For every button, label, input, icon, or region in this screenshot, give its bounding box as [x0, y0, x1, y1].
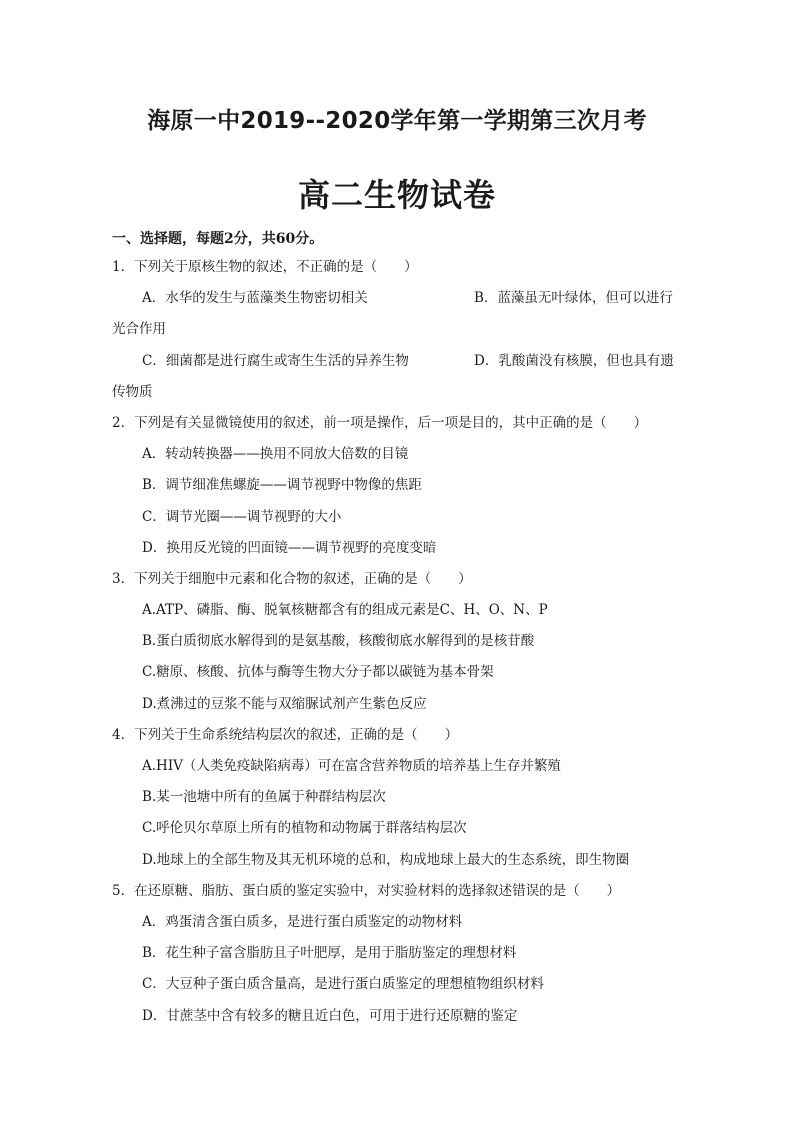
- question-1-option-d-cont: 传物质: [112, 383, 153, 400]
- question-1-option-c: C．细菌都是进行腐生或寄生生活的异养生物: [142, 352, 409, 369]
- question-5-stem: 5．在还原糖、脂肪、蛋白质的鉴定实验中，对实验材料的选择叙述错误的是（ ）: [112, 882, 621, 899]
- section-heading: 一、选择题，每题2分，共60分。: [112, 231, 324, 247]
- question-1-options-ab: [112, 287, 682, 318]
- question-4-option-c: C.呼伦贝尔草原上所有的植物和动物属于群落结构层次: [142, 820, 467, 837]
- question-2-stem: 2．下列是有关显微镜使用的叙述，前一项是操作，后一项是目的，其中正确的是（ ）: [112, 414, 648, 431]
- question-4-option-d: D.地球上的全部生物及其无机环境的总和，构成地球上最大的生态系统，即生物圈: [142, 851, 630, 868]
- question-1-stem: 1．下列关于原核生物的叙述，不正确的是（ ）: [112, 259, 418, 275]
- question-5-option-a: A．鸡蛋清含蛋白质多，是进行蛋白质鉴定的动物材料: [142, 913, 463, 930]
- question-3-option-a: A.ATP、磷脂、酶、脱氧核糖都含有的组成元素是C、H、O、N、P: [142, 602, 548, 619]
- question-1-option-d: D．乳酸菌没有核膜，但也具有遗: [474, 352, 674, 369]
- question-4-option-b: B.某一池塘中所有的鱼属于种群结构层次: [142, 789, 386, 806]
- exam-subtitle: 高二生物试卷: [297, 176, 496, 214]
- question-3-option-d: D.煮沸过的豆浆不能与双缩脲试剂产生紫色反应: [142, 695, 427, 712]
- question-2-option-c: C．调节光圈——调节视野的大小: [142, 508, 342, 525]
- question-5-option-b: B．花生种子富含脂肪且子叶肥厚，是用于脂肪鉴定的理想材料: [142, 945, 517, 962]
- question-3-option-b: B.蛋白质彻底水解得到的是氨基酸，核酸彻底水解得到的是核苷酸: [142, 633, 535, 650]
- question-1-options-cd: [112, 350, 682, 381]
- question-3-stem: 3．下列关于细胞中元素和化合物的叙述，正确的是（ ）: [112, 570, 472, 587]
- question-5-option-d: D．甘蔗茎中含有较多的糖且近白色，可用于进行还原糖的鉴定: [142, 1007, 518, 1024]
- question-list: [112, 256, 682, 1036]
- question-2-option-d: D．换用反光镜的凹面镜——调节视野的亮度变暗: [142, 539, 437, 556]
- question-4-option-a: A.HIV（人类免疫缺陷病毒）可在富含营养物质的培养基上生存并繁殖: [142, 758, 561, 774]
- question-5-option-c: C．大豆种子蛋白质含量高，是进行蛋白质鉴定的理想植物组织材料: [142, 976, 544, 993]
- question-2-option-a: A．转动转换器——换用不同放大倍数的目镜: [142, 446, 409, 463]
- question-2-option-b: B．调节细准焦螺旋——调节视野中物像的焦距: [142, 477, 422, 494]
- question-1-option-a: A．水华的发生与蓝藻类生物密切相关: [142, 290, 368, 307]
- question-1-option-b: B．蓝藻虽无叶绿体，但可以进行: [474, 290, 673, 307]
- question-4-stem: 4．下列关于生命系统结构层次的叙述，正确的是（ ）: [112, 726, 459, 743]
- exam-title: 海原一中2019--2020学年第一学期第三次月考: [147, 108, 647, 134]
- question-3-option-c: C.糖原、核酸、抗体与酶等生物大分子都以碳链为基本骨架: [142, 664, 494, 681]
- question-1-option-b-cont: 光合作用: [112, 321, 166, 338]
